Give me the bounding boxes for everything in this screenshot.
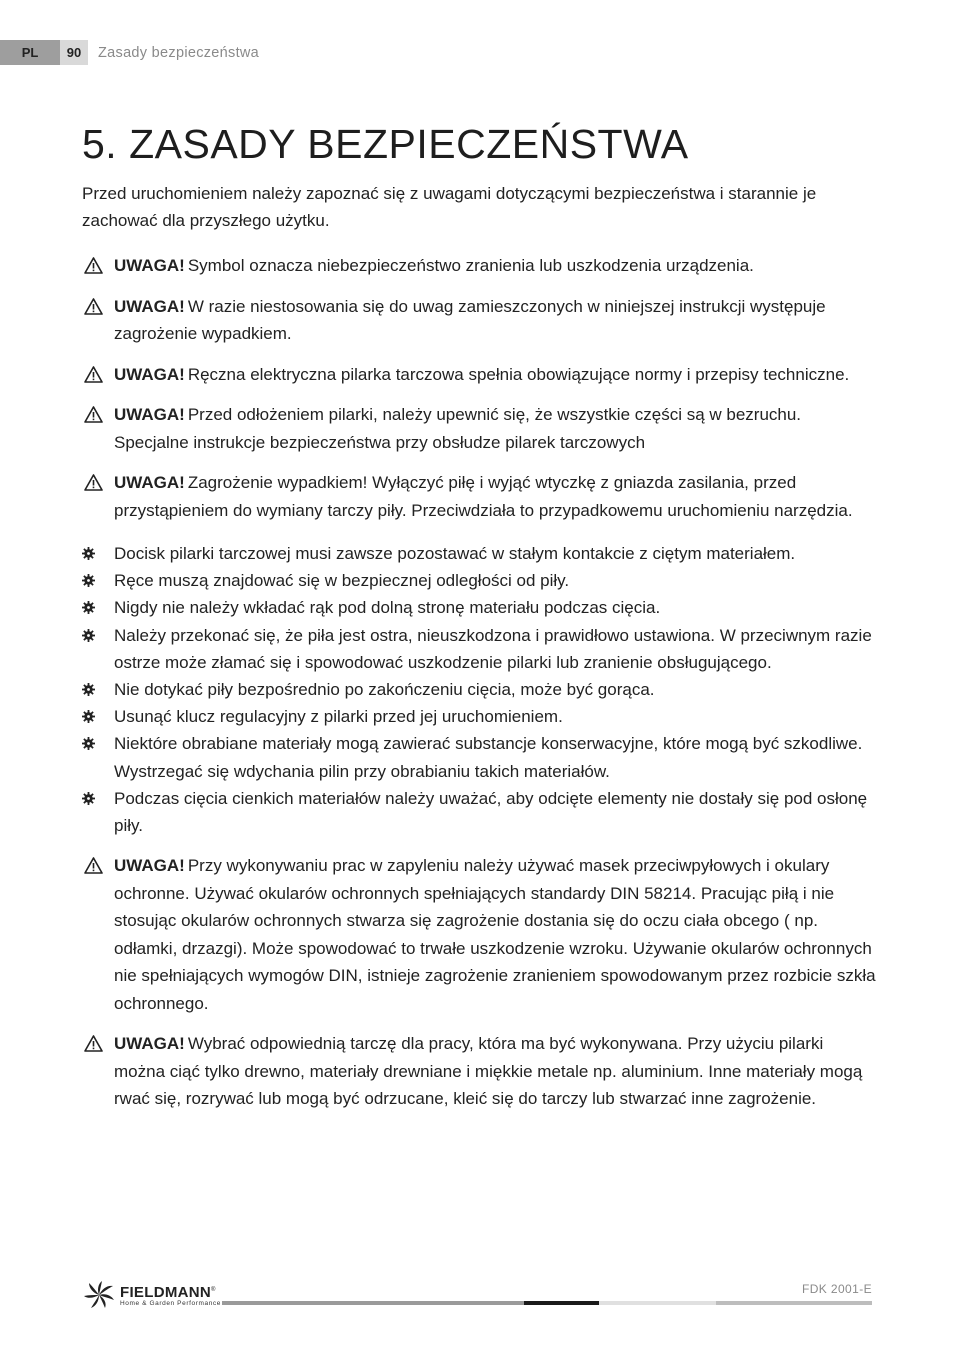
warning-item	[82, 361, 877, 389]
warning-text: Ręczna elektryczna pilarka tarczowa spełnia obowiązujące normy i przepisy techniczne.	[187, 364, 850, 384]
bullet-text: Niektóre obrabiane materiały mogą zawierać substancje konserwacyjne, które mogą być szkodliwe. Wystrzegać się wdychania pilin przy obrabianiu takich materiałów.	[114, 734, 863, 781]
footer-rule-segment	[524, 1301, 599, 1305]
warning-text: Symbol oznacza niebezpieczeństwo zranienia lub uszkodzenia urządzenia.	[187, 256, 754, 275]
page-content	[82, 118, 877, 1113]
warning-label: UWAGA!	[114, 405, 185, 424]
warning-label: UWAGA!	[114, 364, 185, 384]
gear-bullet-icon	[82, 683, 95, 696]
gear-bullet-icon	[82, 574, 95, 587]
gear-bullet-icon	[82, 792, 95, 805]
footer-rule-segment	[599, 1301, 716, 1305]
page-footer	[82, 1278, 872, 1308]
warning-text: Przed odłożeniem pilarki, należy upewnić się, że wszystkie części są w bezruchu. Specjalne instrukcje bezpieczeństwa przy obsłudze pilarek tarczowych	[114, 405, 802, 452]
warning-label: UWAGA!	[114, 256, 185, 275]
bullet-text: Nigdy nie należy wkładać rąk pod dolną stronę materiału podczas cięcia.	[114, 598, 661, 618]
warning-text: Przy wykonywaniu prac w zapyleniu należy używać masek przeciwpyłowych i okulary ochronne. Używać okularów ochronnych spełniających standardy DIN 58214. Pracując piłą i nie stosując okularów ochronnych stwarza się zagrożenie dostania się do oczu ciała obcego ( np. odłamki, drzazgi). Może spowodować to trwałe uszkodzenie wzroku. Używanie okularów ochronnych nie spełniających wymogów DIN, istnieje zagrożenie zranieniem spowodowanym przez rozbicie szkła ochronnego.	[114, 856, 876, 1013]
warning-label: UWAGA!	[114, 296, 185, 316]
page-title: 5. ZASADY BEZPIECZEŃSTWA	[82, 121, 689, 167]
bullet-text: Nie dotykać piły bezpośrednio po zakończeniu cięcia, może być gorąca.	[114, 680, 655, 700]
warning-triangle-icon	[84, 406, 103, 423]
list-item	[82, 594, 877, 621]
gear-bullet-icon	[82, 737, 95, 750]
intro-paragraph: Przed uruchomieniem należy zapoznać się z uwagami dotyczącymi bezpieczeństwa i starannie je zachować dla przyszłego użytku.	[82, 184, 817, 230]
list-item	[82, 567, 877, 594]
warning-item	[82, 852, 877, 1017]
warning-triangle-icon	[84, 298, 103, 315]
list-item	[82, 540, 877, 567]
warning-text: Wybrać odpowiednią tarczę dla pracy, która ma być wykonywana. Przy użyciu pilarki można ciąć tylko drewno, materiały drewniane i miękkie metale np. aluminium. Inne materiały mogą rwać się, rozrywać lub mogą być odrzucane, kleić się do tarczy lub stwarzać inne zagrożenie.	[114, 1034, 863, 1109]
model-number: FDK 2001-E	[801, 1282, 872, 1296]
list-item	[82, 622, 877, 676]
gear-bullet-icon	[82, 547, 95, 560]
list-item	[82, 703, 877, 730]
bullet-list	[82, 540, 877, 839]
bullet-text: Ręce muszą znajdować się w bezpiecznej odległości od piły.	[114, 571, 570, 591]
footer-rule-segment	[716, 1301, 872, 1305]
bullet-text: Usunąć klucz regulacyjny z pilarki przed jej uruchomieniem.	[114, 707, 563, 727]
warning-label: UWAGA!	[114, 1034, 185, 1054]
warning-item	[82, 252, 877, 280]
warnings-bottom	[82, 852, 877, 1113]
footer-rule-segment	[222, 1301, 524, 1305]
language-tab: PL	[0, 40, 60, 65]
header-section-title: Zasady bezpieczeństwa	[98, 44, 260, 61]
brand-logo	[82, 1280, 221, 1310]
list-item	[82, 676, 877, 703]
list-item	[82, 730, 877, 784]
warning-triangle-icon	[84, 857, 103, 874]
warning-label: UWAGA!	[114, 473, 185, 492]
warning-text: W razie niestosowania się do uwag zamieszczonych w niniejszej instrukcji występuje zagrożenie wypadkiem.	[114, 296, 826, 343]
gear-bullet-icon	[82, 710, 95, 723]
warning-triangle-icon	[84, 1035, 103, 1052]
gear-bullet-icon	[82, 629, 95, 642]
warning-item	[82, 469, 877, 524]
page-number: 90	[60, 40, 88, 65]
warning-triangle-icon	[84, 474, 103, 491]
warning-item	[82, 293, 877, 348]
page-header	[0, 40, 259, 65]
warnings-top	[82, 252, 877, 524]
gear-bullet-icon	[82, 601, 95, 614]
warning-text: Zagrożenie wypadkiem! Wyłączyć piłę i wyjąć wtyczkę z gniazda zasilania, przed przystąpieniem do wymiany tarczy piły. Przeciwdziała to przypadkowemu uruchomieniu narzędzia.	[114, 473, 853, 520]
warning-triangle-icon	[84, 366, 103, 383]
bullet-text: Podczas cięcia cienkich materiałów należy uważać, aby odcięte elementy nie dostały się pod osłonę piły.	[114, 788, 868, 836]
bullet-text: Należy przekonać się, że piła jest ostra, nieuszkodzona i prawidłowo ustawiona. W przeciwnym razie ostrze może złamać się i spowodować uszkodzenie pilarki lub zranienie obsługującego.	[114, 625, 872, 672]
warning-label: UWAGA!	[114, 856, 185, 876]
brand-tagline: Home & Garden Performance	[120, 1299, 221, 1307]
fieldmann-swirl-logo-icon	[82, 1280, 118, 1310]
bullet-text: Docisk pilarki tarczowej musi zawsze pozostawać w stałym kontakcie z ciętym materiałem.	[114, 544, 796, 563]
list-item	[82, 785, 877, 839]
warning-item	[82, 1030, 877, 1113]
brand-name: FIELDMANN®	[120, 1283, 216, 1301]
warning-triangle-icon	[84, 257, 103, 274]
warning-item	[82, 401, 877, 456]
